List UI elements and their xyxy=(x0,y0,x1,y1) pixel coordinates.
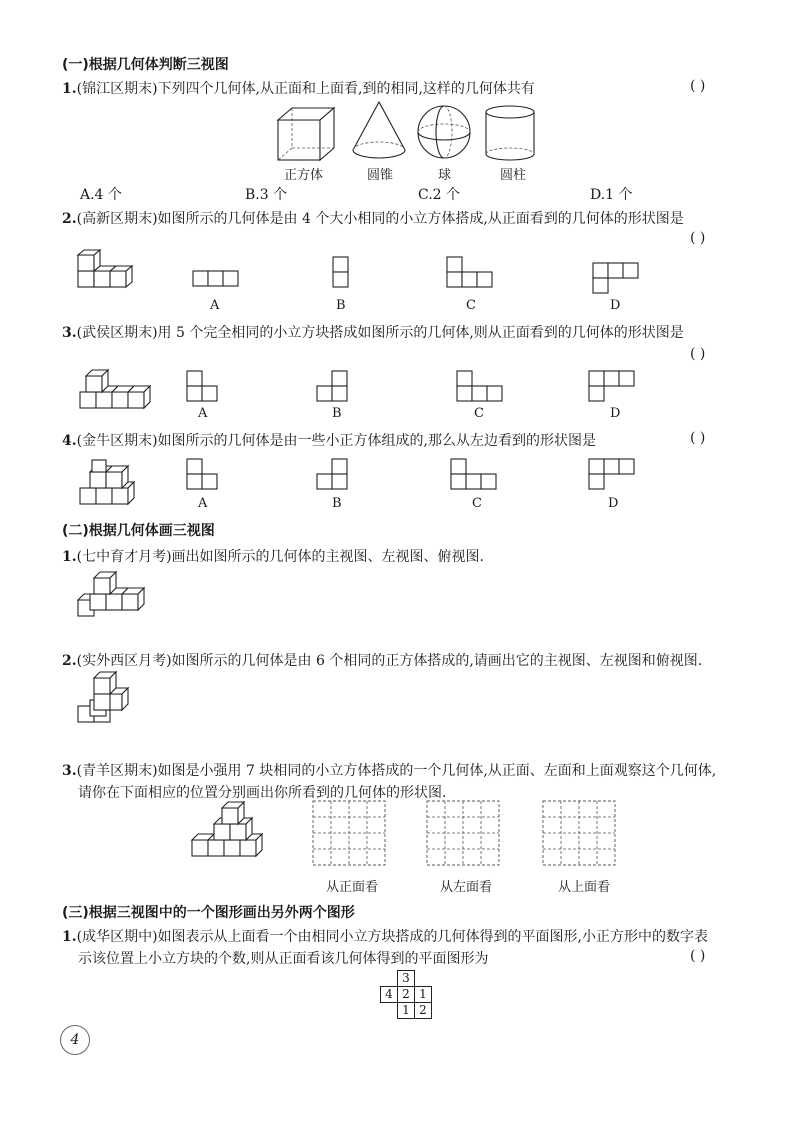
question-text: (锦江区期末)下列四个几何体,从正面和上面看,到的相同,这样的几何体共有 xyxy=(76,81,535,97)
q2-option-b-figure xyxy=(332,256,352,290)
section-title-2: (二)根据几何体画三视图 xyxy=(62,523,215,539)
question-text: (实外西区月考)如图所示的几何体是由 6 个相同的正方体搭成的,请画出它的主视图、左视图和俯视图. xyxy=(76,653,703,669)
question-number: 1. xyxy=(62,549,77,565)
question-text: (七中育才月考)画出如图所示的几何体的主视图、左视图、俯视图. xyxy=(76,549,484,565)
option-label-a: A xyxy=(198,406,208,421)
shape-label-cylinder: 圆柱 xyxy=(500,168,527,183)
shape-label-sphere: 球 xyxy=(438,168,452,183)
section2-question-3-line2: 请你在下面相应的位置分别画出你所看到的几何体的形状图. xyxy=(78,785,447,801)
section2-question-2 xyxy=(62,650,702,670)
answer-grid-front[interactable] xyxy=(312,800,386,866)
q3-solid-figure xyxy=(80,366,160,416)
question-text: (武侯区期末)用 5 个完全相同的小立方块搭成如图所示的几何体,则从正面看到的几何体的形状图是 xyxy=(76,325,684,341)
option-label-c: C xyxy=(474,406,484,421)
option-label-d: D xyxy=(608,496,619,511)
q2-solid-figure xyxy=(78,252,158,292)
answer-grid-left[interactable] xyxy=(426,800,500,866)
answer-bracket: ( ) xyxy=(690,230,706,246)
grid-cell: 1 xyxy=(397,1002,415,1019)
grid-cell: 2 xyxy=(414,1002,432,1019)
top-view-number-grid xyxy=(380,970,432,1018)
q3-option-a-figure xyxy=(186,370,222,404)
q4-option-a-figure xyxy=(186,458,222,492)
section2-question-1 xyxy=(62,546,484,566)
question-number: 3. xyxy=(62,763,77,779)
q3-option-c-figure xyxy=(456,370,508,404)
option-a: A.4 个 xyxy=(80,187,122,203)
s2q3-solid-figure xyxy=(192,806,282,866)
cone-figure xyxy=(350,100,408,162)
option-label-b: B xyxy=(332,406,342,421)
option-c: C.2 个 xyxy=(418,187,461,203)
cylinder-figure xyxy=(484,104,536,162)
question-text: (金牛区期末)如图所示的几何体是由一些小正方体组成的,那么从左边看到的形状图是 xyxy=(76,433,596,449)
answer-bracket: ( ) xyxy=(690,948,706,964)
option-label-b: B xyxy=(332,496,342,511)
grid-cell: 3 xyxy=(397,970,415,987)
question-4 xyxy=(62,430,596,450)
s2q2-solid-figure xyxy=(78,670,148,726)
answer-grid-top[interactable] xyxy=(542,800,616,866)
option-label-a: A xyxy=(198,496,208,511)
section3-question-1-line2: 示该位置上小立方块的个数,则从正面看该几何体得到的平面图形为 xyxy=(78,951,489,967)
question-3 xyxy=(62,322,684,342)
question-2 xyxy=(62,208,684,228)
q3-option-b-figure xyxy=(316,370,352,404)
caption-top-view: 从上面看 xyxy=(558,880,611,895)
question-text: (高新区期末)如图所示的几何体是由 4 个大小相同的小立方体搭成,从正面看到的几何体的形状图是 xyxy=(76,211,684,227)
option-d: D.1 个 xyxy=(590,187,633,203)
grid-cell: 4 xyxy=(380,986,398,1003)
question-number: 2. xyxy=(62,653,77,669)
question-number: 2. xyxy=(62,211,77,227)
option-b: B.3 个 xyxy=(245,187,288,203)
option-label-c: C xyxy=(466,298,476,313)
s2q1-solid-figure xyxy=(78,568,158,620)
page-number: 4 xyxy=(60,1025,90,1055)
option-label-d: D xyxy=(610,406,621,421)
question-1 xyxy=(62,78,535,98)
question-text: (青羊区期末)如图是小强用 7 块相同的小立方体搭成的一个几何体,从正面、左面和上面观察这个几何体, xyxy=(76,763,717,779)
grid-cell: 2 xyxy=(397,986,415,1003)
question-number: 4. xyxy=(62,433,77,449)
question-text: (成华区期中)如图表示从上面看一个由相同小立方块搭成的几何体得到的平面图形,小正方形中的数字表 xyxy=(76,929,708,945)
grid-cell: 1 xyxy=(414,986,432,1003)
q4-solid-figure xyxy=(80,458,160,508)
answer-bracket: ( ) xyxy=(690,78,706,94)
section2-question-3 xyxy=(62,760,716,780)
cube-figure xyxy=(276,106,336,162)
caption-front-view: 从正面看 xyxy=(326,880,379,895)
answer-bracket: ( ) xyxy=(690,430,706,446)
q2-option-a-figure xyxy=(192,270,242,290)
caption-left-view: 从左面看 xyxy=(440,880,493,895)
section-title-3: (三)根据三视图中的一个图形画出另外两个图形 xyxy=(62,905,355,921)
question-number: 3. xyxy=(62,325,77,341)
answer-bracket: ( ) xyxy=(690,346,706,362)
q2-option-d-figure xyxy=(592,262,644,296)
option-label-b: B xyxy=(336,298,346,313)
option-label-d: D xyxy=(610,298,621,313)
shape-label-cube: 正方体 xyxy=(284,168,324,183)
question-number: 1. xyxy=(62,81,77,97)
section3-question-1 xyxy=(62,926,708,946)
q4-option-b-figure xyxy=(316,458,352,492)
q4-option-d-figure xyxy=(588,458,640,492)
shape-label-cone: 圆锥 xyxy=(367,168,394,183)
sphere-figure xyxy=(416,104,472,160)
q3-option-d-figure xyxy=(588,370,640,404)
option-label-c: C xyxy=(472,496,482,511)
q2-option-c-figure xyxy=(446,256,498,290)
option-label-a: A xyxy=(210,298,220,313)
section-title-1: (一)根据几何体判断三视图 xyxy=(62,57,229,73)
q4-option-c-figure xyxy=(450,458,502,492)
question-number: 1. xyxy=(62,929,77,945)
